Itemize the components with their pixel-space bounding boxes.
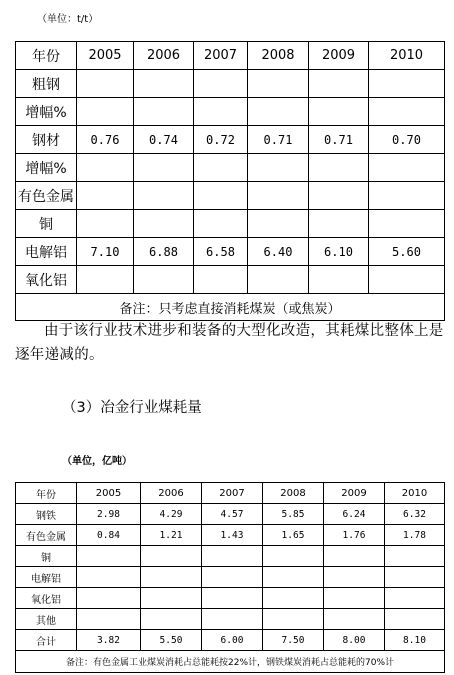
table-row <box>16 154 445 182</box>
column-header-year: 2008 <box>248 42 309 70</box>
table-cell <box>194 98 248 126</box>
table-cell <box>77 154 134 182</box>
table-cell <box>385 546 445 567</box>
table-cell <box>77 70 134 98</box>
table-cell: 5.60 <box>369 238 445 266</box>
table-row <box>16 210 445 238</box>
table-cell <box>202 588 263 609</box>
table-row <box>16 588 445 609</box>
table-row <box>16 70 445 98</box>
table-cell <box>324 546 385 567</box>
coal-ratio-table <box>15 41 445 321</box>
table-cell: 6.58 <box>194 238 248 266</box>
row-label: 有色金属 <box>16 525 77 546</box>
table-note: 备注：只考虑直接消耗煤炭（或焦炭） <box>16 294 445 321</box>
table-cell: 7.10 <box>77 238 134 266</box>
row-label: 有色金属 <box>16 182 77 210</box>
table-cell <box>324 609 385 630</box>
table-cell <box>248 154 309 182</box>
table-cell <box>202 546 263 567</box>
table-row <box>16 126 445 154</box>
table-cell: 0.70 <box>369 126 445 154</box>
table-cell: 6.10 <box>309 238 369 266</box>
table-cell <box>369 154 445 182</box>
table-row <box>16 567 445 588</box>
table-cell: 6.32 <box>385 504 445 525</box>
column-header-label: 年份 <box>16 42 77 70</box>
table-cell: 3.82 <box>77 630 141 651</box>
table-cell <box>134 210 194 238</box>
table-cell: 4.29 <box>141 504 202 525</box>
table-cell: 5.85 <box>263 504 324 525</box>
table-cell: 0.71 <box>309 126 369 154</box>
table-cell <box>369 266 445 294</box>
table-cell: 6.24 <box>324 504 385 525</box>
table-cell: 4.57 <box>202 504 263 525</box>
row-label: 电解铝 <box>16 238 77 266</box>
row-label: 增幅% <box>16 154 77 182</box>
table-cell: 6.00 <box>202 630 263 651</box>
table-cell <box>77 567 141 588</box>
column-header-year: 2008 <box>263 483 324 504</box>
row-label: 粗钢 <box>16 70 77 98</box>
table-cell <box>385 567 445 588</box>
table-cell: 8.00 <box>324 630 385 651</box>
table-cell <box>77 98 134 126</box>
column-header-label: 年份 <box>16 483 77 504</box>
section-heading: （3）冶金行业煤耗量 <box>62 400 202 416</box>
table-cell: 1.43 <box>202 525 263 546</box>
table-cell: 0.71 <box>248 126 309 154</box>
column-header-year: 2007 <box>194 42 248 70</box>
row-label: 氧化铝 <box>16 588 77 609</box>
row-label: 合计 <box>16 630 77 651</box>
table-cell <box>77 182 134 210</box>
table-row <box>16 525 445 546</box>
table-cell <box>77 588 141 609</box>
table-cell <box>141 546 202 567</box>
table-row <box>16 630 445 651</box>
table-cell <box>248 70 309 98</box>
table-cell <box>385 609 445 630</box>
table-cell <box>141 588 202 609</box>
row-label: 其他 <box>16 609 77 630</box>
table-cell <box>309 98 369 126</box>
table-cell <box>263 609 324 630</box>
table-cell <box>324 567 385 588</box>
row-label: 增幅% <box>16 98 77 126</box>
table-cell: 8.10 <box>385 630 445 651</box>
table-cell <box>309 70 369 98</box>
table-cell <box>194 182 248 210</box>
table-cell <box>202 567 263 588</box>
table-row <box>16 98 445 126</box>
table-cell <box>248 98 309 126</box>
table-row <box>16 266 445 294</box>
table-cell <box>194 210 248 238</box>
column-header-year: 2010 <box>385 483 445 504</box>
table-cell <box>194 266 248 294</box>
table-cell: 6.40 <box>248 238 309 266</box>
table-row <box>16 182 445 210</box>
table-row <box>16 609 445 630</box>
row-label: 电解铝 <box>16 567 77 588</box>
table-cell: 0.74 <box>134 126 194 154</box>
table-cell <box>369 70 445 98</box>
table-cell <box>77 266 134 294</box>
coal-consumption-table-body <box>16 483 445 673</box>
table-cell <box>194 154 248 182</box>
column-header-year: 2010 <box>369 42 445 70</box>
table-cell <box>141 609 202 630</box>
table-cell: 5.50 <box>141 630 202 651</box>
table-cell <box>263 567 324 588</box>
table-cell <box>134 266 194 294</box>
table-cell <box>369 210 445 238</box>
coal-consumption-table <box>15 482 445 673</box>
table-cell <box>309 154 369 182</box>
table2-header-row <box>16 483 445 504</box>
coal-ratio-table-body <box>16 42 445 321</box>
table1-header-row <box>16 42 445 70</box>
table-row <box>16 238 445 266</box>
row-label: 钢材 <box>16 126 77 154</box>
table-cell <box>248 210 309 238</box>
column-header-year: 2007 <box>202 483 263 504</box>
table-cell <box>202 609 263 630</box>
table-cell <box>263 546 324 567</box>
table-cell <box>134 98 194 126</box>
table-cell <box>248 182 309 210</box>
table-cell <box>263 588 324 609</box>
table1-unit-label: （单位：t/t） <box>37 14 99 25</box>
table-row <box>16 546 445 567</box>
table-cell <box>324 588 385 609</box>
table-cell: 1.76 <box>324 525 385 546</box>
table-row <box>16 504 445 525</box>
table-cell: 7.50 <box>263 630 324 651</box>
column-header-year: 2006 <box>141 483 202 504</box>
body-paragraph: 由于该行业技术进步和装备的大型化改造，其耗煤比整体上是逐年递减的。 <box>15 323 444 363</box>
table-cell: 6.88 <box>134 238 194 266</box>
column-header-year: 2009 <box>309 42 369 70</box>
table-cell: 0.72 <box>194 126 248 154</box>
table-cell <box>141 567 202 588</box>
table-cell <box>134 154 194 182</box>
table-cell: 1.21 <box>141 525 202 546</box>
table-cell <box>309 182 369 210</box>
table-cell: 0.76 <box>77 126 134 154</box>
row-label: 钢铁 <box>16 504 77 525</box>
table-cell <box>77 210 134 238</box>
table-cell <box>385 588 445 609</box>
table-cell <box>77 546 141 567</box>
row-label: 铜 <box>16 210 77 238</box>
table-cell <box>248 266 309 294</box>
table-cell: 1.65 <box>263 525 324 546</box>
table1-note-row <box>16 294 445 321</box>
table-cell <box>369 98 445 126</box>
table-cell <box>309 210 369 238</box>
table-cell <box>134 182 194 210</box>
table-cell <box>194 70 248 98</box>
table-cell: 1.78 <box>385 525 445 546</box>
row-label: 铜 <box>16 546 77 567</box>
table2-unit-label: （单位，亿吨） <box>62 456 132 467</box>
table-cell <box>309 266 369 294</box>
column-header-year: 2005 <box>77 42 134 70</box>
table-cell <box>369 182 445 210</box>
table-cell <box>134 70 194 98</box>
column-header-year: 2005 <box>77 483 141 504</box>
column-header-year: 2009 <box>324 483 385 504</box>
table-cell: 0.84 <box>77 525 141 546</box>
table-note: 备注：有色金属工业煤炭消耗占总能耗按22%计，钢铁煤炭消耗占总能耗的70%计 <box>16 651 445 673</box>
table-cell: 2.98 <box>77 504 141 525</box>
table2-note-row <box>16 651 445 673</box>
column-header-year: 2006 <box>134 42 194 70</box>
table-cell <box>77 609 141 630</box>
row-label: 氧化铝 <box>16 266 77 294</box>
